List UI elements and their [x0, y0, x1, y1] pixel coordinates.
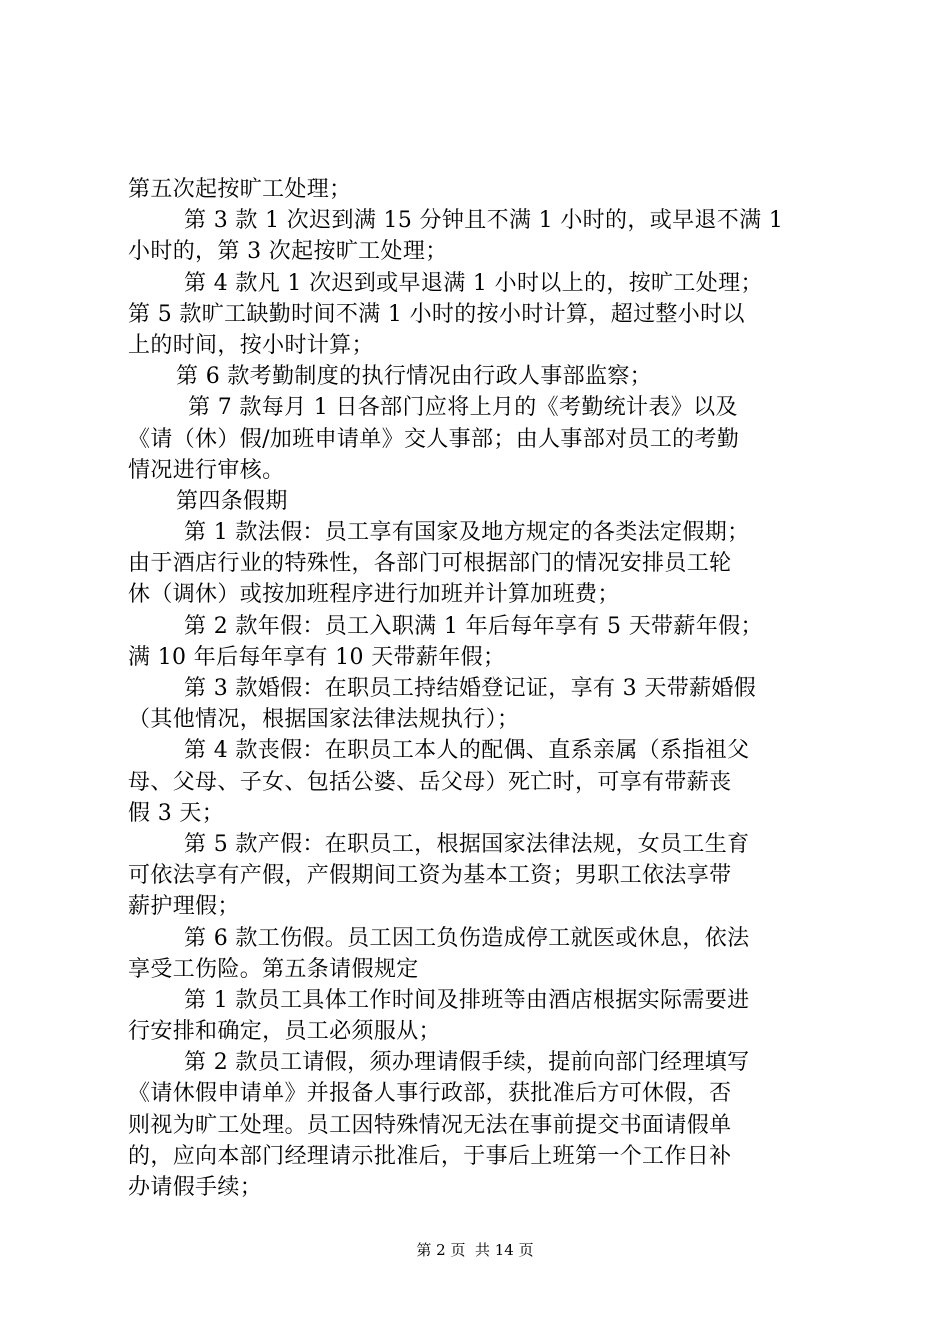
- text-line: 第 1 款法假：员工享有国家及地方规定的各类法定假期；: [184, 520, 750, 546]
- text-line: 《请休假申请单》并报备人事行政部，获批准后方可休假，否: [128, 1081, 732, 1107]
- text-line: 第 7 款每月 1 日各部门应将上月的《考勤统计表》以及: [188, 395, 738, 421]
- text-line: 第 1 款员工具体工作时间及排班等由酒店根据实际需要进: [184, 987, 750, 1013]
- text-line: 则视为旷工处理。员工因特殊情况无法在事前提交书面请假单: [128, 1112, 732, 1138]
- text-line: 第 6 款考勤制度的执行情况由行政人事部监察；: [176, 364, 653, 390]
- section-heading: 第四条假期: [176, 488, 288, 514]
- text-line: 情况进行审核。: [128, 457, 285, 483]
- text-line: 母、父母、子女、包括公婆、岳父母）死亡时，可享有带薪丧: [128, 769, 732, 795]
- text-line: 上的时间，按小时计算；: [128, 332, 374, 358]
- text-line: 可依法享有产假，产假期间工资为基本工资；男职工依法享带: [128, 863, 732, 889]
- page-number-footer: 第 2 页 共 14 页: [416, 1241, 534, 1259]
- text-line: 第 6 款工伤假。员工因工负伤造成停工就医或休息，依法: [184, 925, 750, 951]
- text-line: 享受工伤险。第五条请假规定: [128, 956, 419, 982]
- text-line: 的，应向本部门经理请示批准后，于事后上班第一个工作日补: [128, 1143, 732, 1169]
- text-line: 第 4 款丧假：在职员工本人的配偶、直系亲属（系指祖父: [184, 738, 750, 764]
- text-line: 《请（休）假/加班申请单》交人事部；由人事部对员工的考勤: [128, 426, 740, 452]
- text-line: 第 5 款旷工缺勤时间不满 1 小时的按小时计算，超过整小时以: [128, 301, 745, 327]
- text-line: 由于酒店行业的特殊性，各部门可根据部门的情况安排员工轮: [128, 551, 732, 577]
- text-line: 满 10 年后每年享有 10 天带薪年假；: [128, 644, 506, 670]
- text-line: 第 3 款婚假：在职员工持结婚登记证，享有 3 天带薪婚假: [184, 676, 757, 701]
- text-line: 办请假手续；: [128, 1175, 263, 1200]
- text-line: 薪护理假；: [128, 894, 240, 920]
- text-line: 第 4 款凡 1 次迟到或早退满 1 小时以上的，按旷工处理；: [184, 270, 763, 296]
- text-line: （其他情况，根据国家法律法规执行）；: [128, 707, 520, 733]
- document-body: [128, 174, 834, 1203]
- text-line: 第 2 款员工请假，须办理请假手续，提前向部门经理填写: [184, 1050, 750, 1076]
- text-line: 第 2 款年假：员工入职满 1 年后每年享有 5 天带薪年假；: [184, 613, 763, 639]
- text-line: 行安排和确定，员工必须服从；: [128, 1019, 441, 1045]
- text-line: 第 5 款产假：在职员工，根据国家法律法规，女员工生育: [184, 831, 750, 857]
- text-line: 小时的，第 3 次起按旷工处理；: [128, 239, 448, 265]
- text-line: 假 3 天；: [128, 800, 225, 826]
- text-line: 休（调休）或按加班程序进行加班并计算加班费；: [128, 582, 620, 608]
- text-line: 第 3 款 1 次迟到满 15 分钟且不满 1 小时的，或早退不满 1: [184, 208, 784, 234]
- text-line: 第五次起按旷工处理；: [128, 177, 352, 202]
